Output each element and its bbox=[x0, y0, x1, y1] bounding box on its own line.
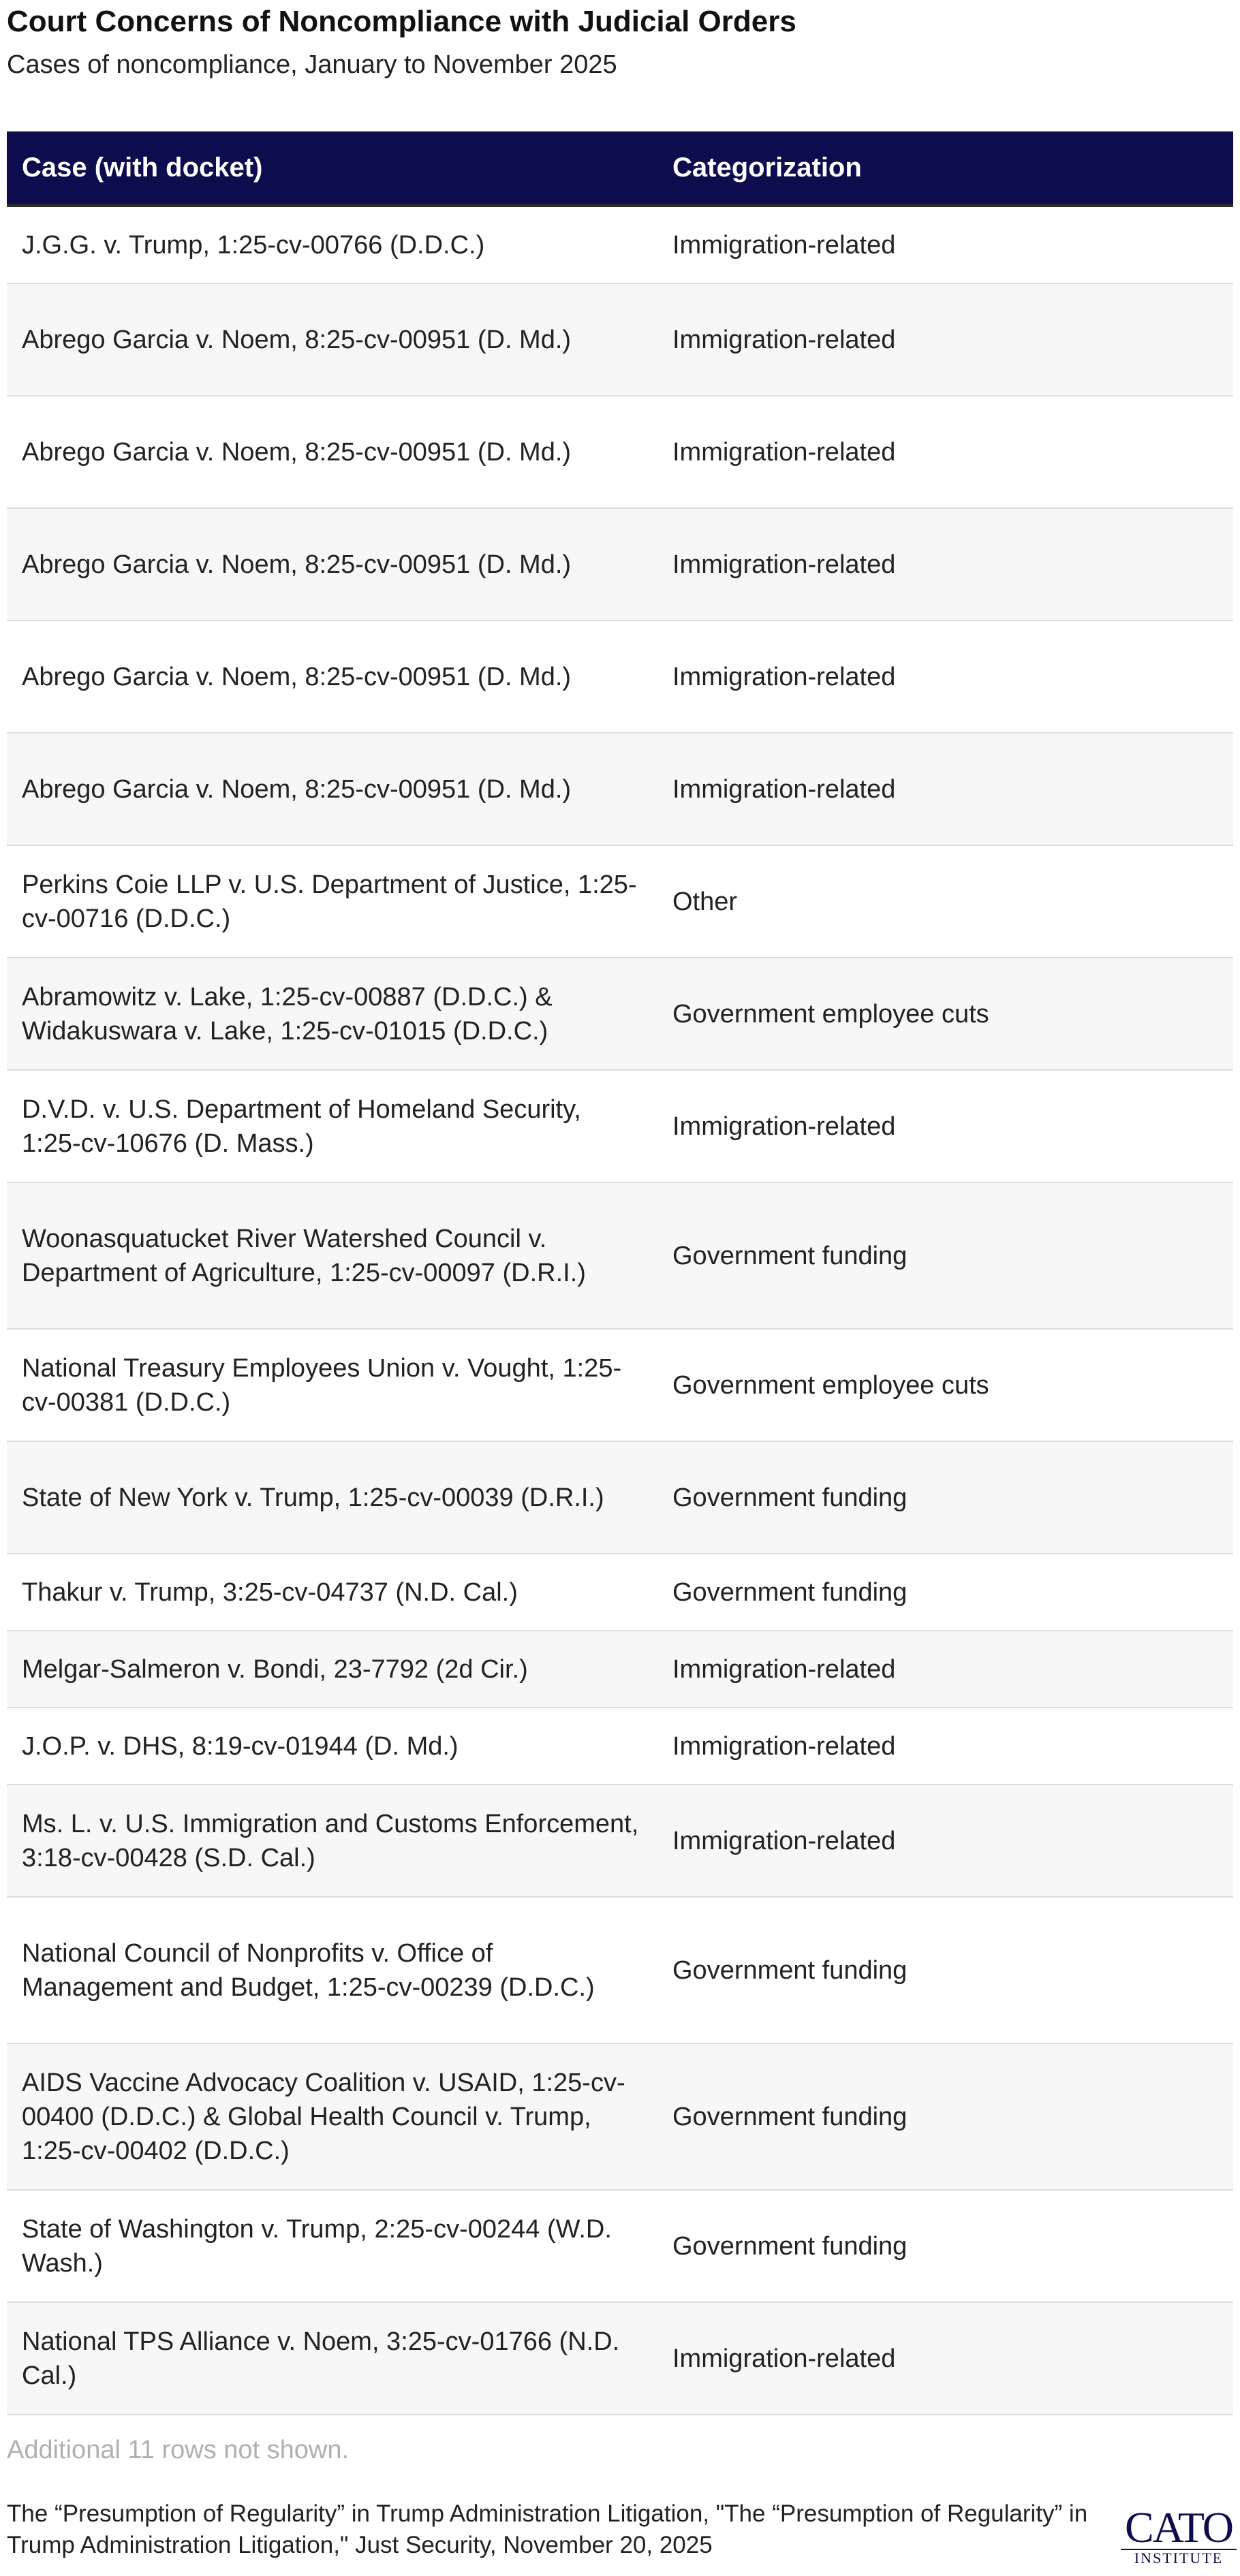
category-cell: Immigration-related bbox=[657, 1708, 1233, 1785]
category-cell: Immigration-related bbox=[657, 508, 1233, 621]
table-row bbox=[7, 1070, 1233, 1182]
table-row bbox=[7, 2302, 1233, 2415]
category-cell: Immigration-related bbox=[657, 1070, 1233, 1182]
category-cell: Government funding bbox=[657, 1897, 1233, 2043]
table-row bbox=[7, 2043, 1233, 2190]
category-cell: Immigration-related bbox=[657, 2302, 1233, 2415]
category-cell: Immigration-related bbox=[657, 1785, 1233, 1897]
table-row bbox=[7, 1182, 1233, 1329]
table-row bbox=[7, 1631, 1233, 1708]
table-row bbox=[7, 1708, 1233, 1785]
cato-institute-logo bbox=[1121, 2503, 1237, 2571]
category-cell: Government funding bbox=[657, 1554, 1233, 1631]
category-cell: Immigration-related bbox=[657, 396, 1233, 508]
source-note: The “Presumption of Regularity” in Trump Administration Litigation, "The “Presumption of Regularity” in Trump Administration Litigation," Just Security, November 20, 2025 bbox=[7, 2500, 1088, 2558]
category-cell: Immigration-related bbox=[657, 206, 1233, 284]
page-title: Court Concerns of Noncompliance with Judicial Orders bbox=[7, 5, 796, 38]
page-subtitle: Cases of noncompliance, January to November 2025 bbox=[7, 50, 617, 79]
table-row bbox=[7, 508, 1233, 621]
table-row bbox=[7, 1785, 1233, 1897]
column-header-categorization: Categorization bbox=[657, 131, 1233, 206]
case-cell: Melgar-Salmeron v. Bondi, 23-7792 (2d Cir.) bbox=[7, 1631, 657, 1708]
logo-wordmark: CATO bbox=[1125, 2503, 1233, 2551]
table-row bbox=[7, 621, 1233, 733]
case-cell: Abrego Garcia v. Noem, 8:25-cv-00951 (D. Md.) bbox=[7, 621, 657, 733]
case-cell: D.V.D. v. U.S. Department of Homeland Security, 1:25-cv-10676 (D. Mass.) bbox=[7, 1070, 657, 1182]
case-cell: Abramowitz v. Lake, 1:25-cv-00887 (D.D.C.) & Widakuswara v. Lake, 1:25-cv-01015 (D.D.C.) bbox=[7, 958, 657, 1070]
column-header-case: Case (with docket) bbox=[7, 131, 657, 206]
table-row bbox=[7, 2190, 1233, 2302]
case-cell: J.G.G. v. Trump, 1:25-cv-00766 (D.D.C.) bbox=[7, 206, 657, 284]
case-cell: National TPS Alliance v. Noem, 3:25-cv-01766 (N.D. Cal.) bbox=[7, 2302, 657, 2415]
case-cell: Thakur v. Trump, 3:25-cv-04737 (N.D. Cal.) bbox=[7, 1554, 657, 1631]
case-cell: National Treasury Employees Union v. Vought, 1:25-cv-00381 (D.D.C.) bbox=[7, 1329, 657, 1441]
table-row bbox=[7, 206, 1233, 284]
case-cell: Abrego Garcia v. Noem, 8:25-cv-00951 (D. Md.) bbox=[7, 396, 657, 508]
case-cell: J.O.P. v. DHS, 8:19-cv-01944 (D. Md.) bbox=[7, 1708, 657, 1785]
table-row bbox=[7, 1897, 1233, 2043]
case-cell: State of Washington v. Trump, 2:25-cv-00244 (W.D. Wash.) bbox=[7, 2190, 657, 2302]
case-cell: Abrego Garcia v. Noem, 8:25-cv-00951 (D. Md.) bbox=[7, 283, 657, 396]
additional-rows-note: Additional 11 rows not shown. bbox=[7, 2436, 350, 2464]
table-row bbox=[7, 283, 1233, 396]
cases-table bbox=[7, 131, 1233, 2415]
logo-subtext: INSTITUTE bbox=[1121, 2549, 1237, 2566]
table-row bbox=[7, 1554, 1233, 1631]
table-row bbox=[7, 845, 1233, 958]
category-cell: Government employee cuts bbox=[657, 1329, 1233, 1441]
category-cell: Immigration-related bbox=[657, 733, 1233, 845]
case-cell: National Council of Nonprofits v. Office of Management and Budget, 1:25-cv-00239 (D.D.C.) bbox=[7, 1897, 657, 2043]
case-cell: Abrego Garcia v. Noem, 8:25-cv-00951 (D. Md.) bbox=[7, 733, 657, 845]
category-cell: Government funding bbox=[657, 2190, 1233, 2302]
table-row bbox=[7, 396, 1233, 508]
case-cell: Ms. L. v. U.S. Immigration and Customs Enforcement, 3:18-cv-00428 (S.D. Cal.) bbox=[7, 1785, 657, 1897]
category-cell: Government employee cuts bbox=[657, 958, 1233, 1070]
case-cell: AIDS Vaccine Advocacy Coalition v. USAID, 1:25-cv-00400 (D.D.C.) & Global Health Council v. Trump, 1:25-cv-00402 (D.D.C.) bbox=[7, 2043, 657, 2190]
case-cell: State of New York v. Trump, 1:25-cv-00039 (D.R.I.) bbox=[7, 1441, 657, 1554]
case-cell: Woonasquatucket River Watershed Council v. Department of Agriculture, 1:25-cv-00097 (D.R.I.) bbox=[7, 1182, 657, 1329]
case-cell: Perkins Coie LLP v. U.S. Department of Justice, 1:25-cv-00716 (D.D.C.) bbox=[7, 845, 657, 958]
case-cell: Abrego Garcia v. Noem, 8:25-cv-00951 (D. Md.) bbox=[7, 508, 657, 621]
table-row bbox=[7, 1441, 1233, 1554]
category-cell: Government funding bbox=[657, 1182, 1233, 1329]
table-row bbox=[7, 958, 1233, 1070]
category-cell: Government funding bbox=[657, 2043, 1233, 2190]
table-row bbox=[7, 1329, 1233, 1441]
table-header-row bbox=[7, 131, 1233, 206]
category-cell: Immigration-related bbox=[657, 621, 1233, 733]
category-cell: Other bbox=[657, 845, 1233, 958]
category-cell: Immigration-related bbox=[657, 1631, 1233, 1708]
table-row bbox=[7, 733, 1233, 845]
category-cell: Immigration-related bbox=[657, 283, 1233, 396]
category-cell: Government funding bbox=[657, 1441, 1233, 1554]
